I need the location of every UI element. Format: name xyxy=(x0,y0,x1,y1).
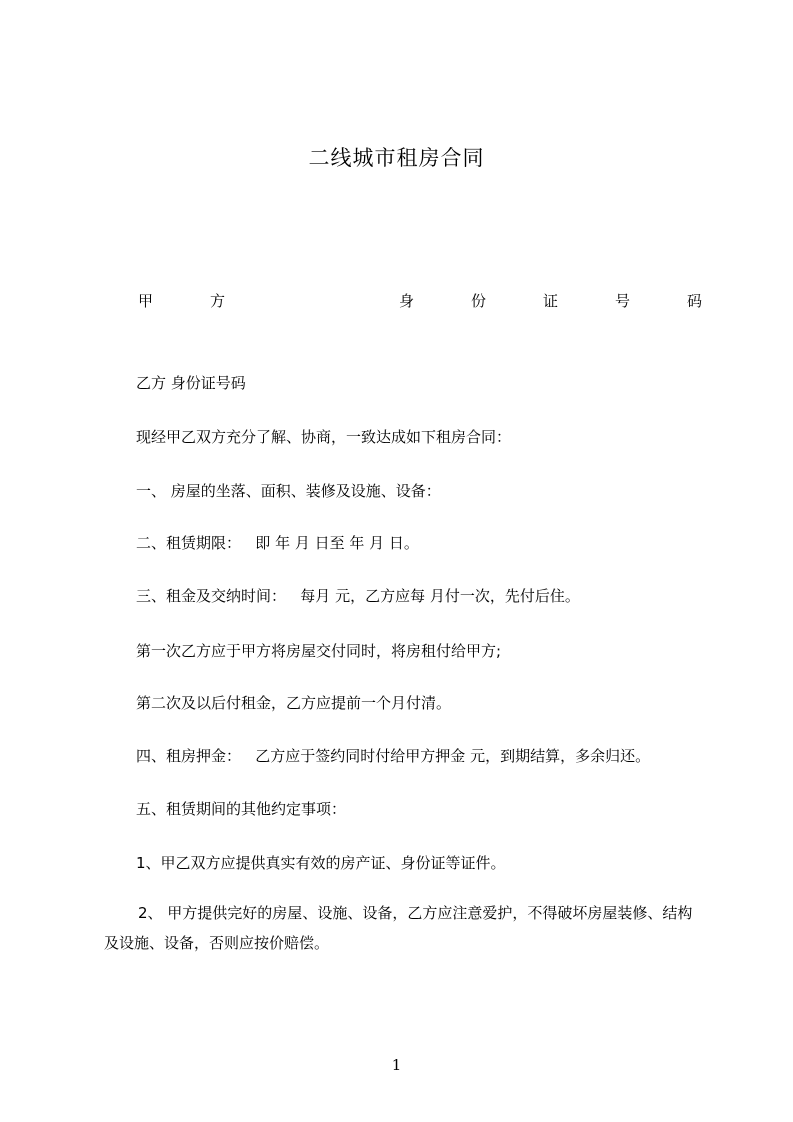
party-a-char: 证 xyxy=(542,292,558,310)
page-number: 1 xyxy=(391,1056,402,1074)
clause-2: 二、租赁期限： 即 年 月 日至 年 月 日。 xyxy=(136,534,419,552)
clause-1: 一、 房屋的坐落、面积、装修及设施、设备： xyxy=(136,482,441,500)
party-a-char: 方 xyxy=(210,292,226,310)
party-a-char: 码 xyxy=(686,292,702,310)
item-1: 1、甲乙双方应提供真实有效的房产证、身份证等证件。 xyxy=(136,854,506,872)
payment-second: 第二次及以后付租金，乙方应提前一个月付清。 xyxy=(136,694,452,712)
party-a-char: 份 xyxy=(470,292,486,310)
item-2: 2、 甲方提供完好的房屋、设施、设备，乙方应注意爱护，不得破坏房屋装修、结构及设施、设备，否则应按价赔偿。 xyxy=(104,904,693,952)
party-b-line: 乙方 身份证号码 xyxy=(136,374,246,392)
clause-4: 四、租房押金： 乙方应于签约同时付给甲方押金 元，到期结算，多余归还。 xyxy=(136,747,651,765)
intro-paragraph: 现经甲乙双方充分了解、协商，一致达成如下租房合同： xyxy=(136,428,512,446)
party-a-char: 身 xyxy=(398,292,414,310)
clause-5: 五、租赁期间的其他约定事项： xyxy=(136,800,347,818)
party-a-gap xyxy=(282,290,342,311)
clause-3: 三、租金及交纳时间： 每月 元，乙方应每 月付一次，先付后住。 xyxy=(136,587,580,605)
document-title: 二线城市租房合同 xyxy=(308,146,485,170)
party-a-char: 甲 xyxy=(138,292,154,310)
party-a-char: 号 xyxy=(614,292,630,310)
party-a-line xyxy=(138,290,702,311)
payment-first: 第一次乙方应于甲方将房屋交付同时，将房租付给甲方; xyxy=(136,642,502,660)
